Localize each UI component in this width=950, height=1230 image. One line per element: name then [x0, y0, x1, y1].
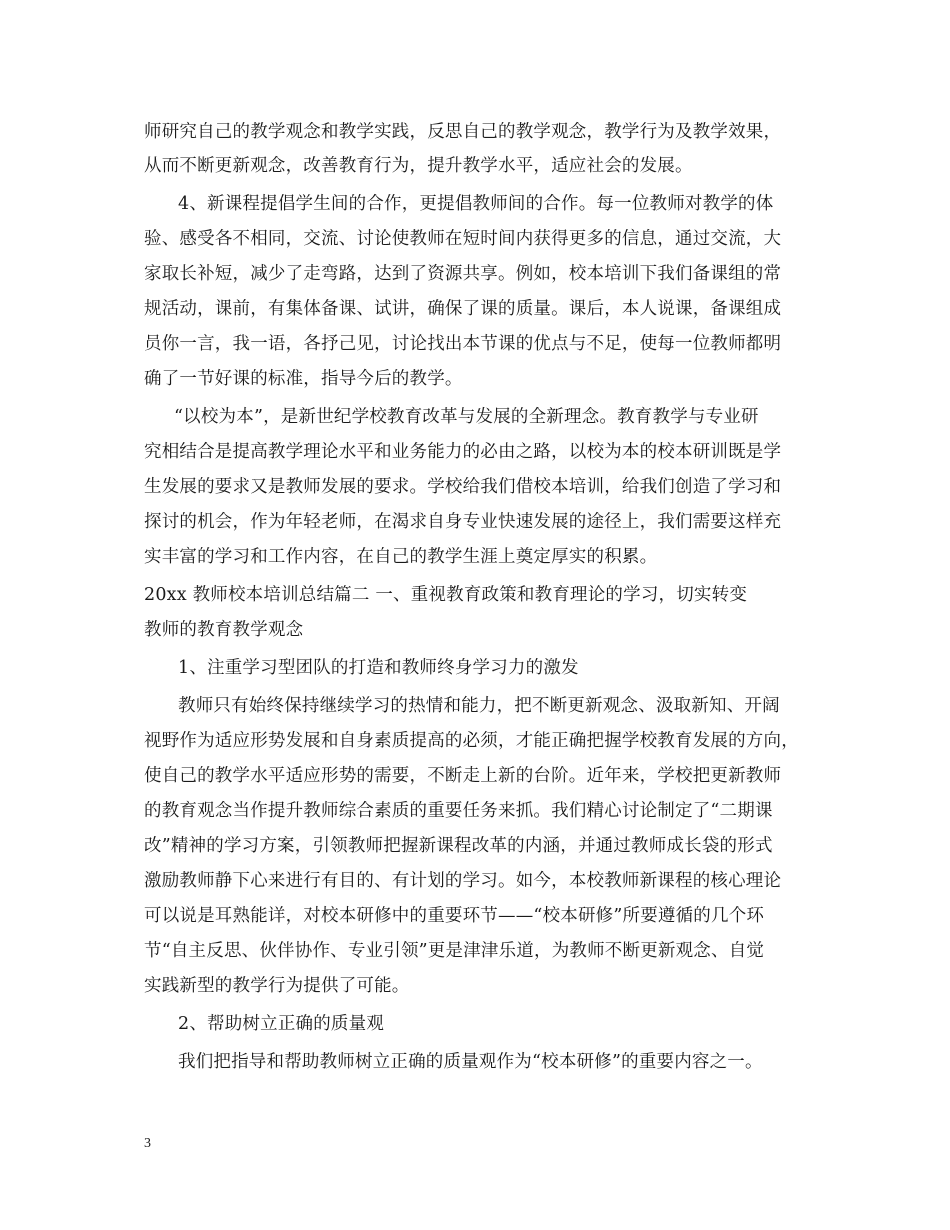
text-line: 节“自主反思、伙伴协作、专业引领”更是津津乐道，为教师不断更新观念、自觉 — [144, 941, 765, 961]
text-line: 探讨的机会，作为年轻老师，在渴求自身专业快速发展的途径上，我们需要这样充 — [144, 512, 782, 532]
text-line: 员你一言，我一语，各抒己见，讨论找出本节课的优点与不足，使每一位教师都明 — [144, 334, 782, 354]
text-line: 1、注重学习型团队的打造和教师终身学习力的激发 — [178, 658, 579, 678]
text-line: 我们把指导和帮助教师树立正确的质量观作为“校本研修”的重要内容之一。 — [178, 1052, 763, 1072]
text-line: 教师的教育教学观念 — [144, 620, 304, 640]
text-line: 师研究自己的教学观念和教学实践，反思自己的教学观念，教学行为及教学效果， — [144, 122, 782, 142]
text-line: 激励教师静下心来进行有目的、有计划的学习。如今，本校教师新课程的核心理论 — [144, 871, 782, 891]
text-line: 4、新课程提倡学生间的合作，更提倡教师间的合作。每一位教师对教学的体 — [178, 194, 774, 214]
text-line: 改”精神的学习方案，引领教师把握新课程改革的内涵，并通过教师成长袋的形式 — [144, 836, 773, 856]
text-line: 从而不断更新观念，改善教育行为，提升教学水平，适应社会的发展。 — [144, 156, 693, 176]
text-line: 2、帮助树立正确的质量观 — [178, 1014, 385, 1034]
text-line: 究相结合是提高教学理论水平和业务能力的必由之路，以校为本的校本研训既是学 — [144, 442, 782, 462]
text-line: 生发展的要求又是教师发展的要求。学校给我们借校本培训，给我们创造了学习和 — [144, 477, 782, 497]
page-number: 3 — [144, 1136, 151, 1151]
text-line: 家取长补短，减少了走弯路，达到了资源共享。例如，校本培训下我们备课组的常 — [144, 264, 782, 284]
text-line: 教师只有始终保持继续学习的热情和能力，把不断更新观念、汲取新知、开阔 — [178, 696, 780, 716]
text-line: 确了一节好课的标准，指导今后的教学。 — [144, 369, 463, 389]
text-line: 实丰富的学习和工作内容，在自己的教学生涯上奠定厚实的积累。 — [144, 547, 658, 567]
section-heading: 20xx 教师校本培训总结篇二 一、重视教育政策和教育理论的学习，切实转变 — [144, 585, 748, 605]
text-line: 视野作为适应形势发展和自身素质提高的必须，才能正确把握学校教育发展的方向， — [144, 731, 799, 751]
text-line: 规活动，课前，有集体备课、试讲，确保了课的质量。课后，本人说课，备课组成 — [144, 299, 782, 319]
text-line: 的教育观念当作提升教师综合素质的重要任务来抓。我们精心讨论制定了“二期课 — [144, 801, 773, 821]
text-line: “以校为本”，是新世纪学校教育改革与发展的全新理念。教育教学与专业研 — [174, 407, 759, 427]
text-line: 可以说是耳熟能详，对校本研修中的重要环节——“校本研修”所要遵循的几个环 — [144, 906, 765, 926]
text-line: 使自己的教学水平适应形势的需要，不断走上新的台阶。近年来，学校把更新教师 — [144, 766, 782, 786]
text-line: 验、感受各不相同，交流、讨论使教师在短时间内获得更多的信息，通过交流，大 — [144, 229, 782, 249]
text-line: 实践新型的教学行为提供了可能。 — [144, 976, 410, 996]
